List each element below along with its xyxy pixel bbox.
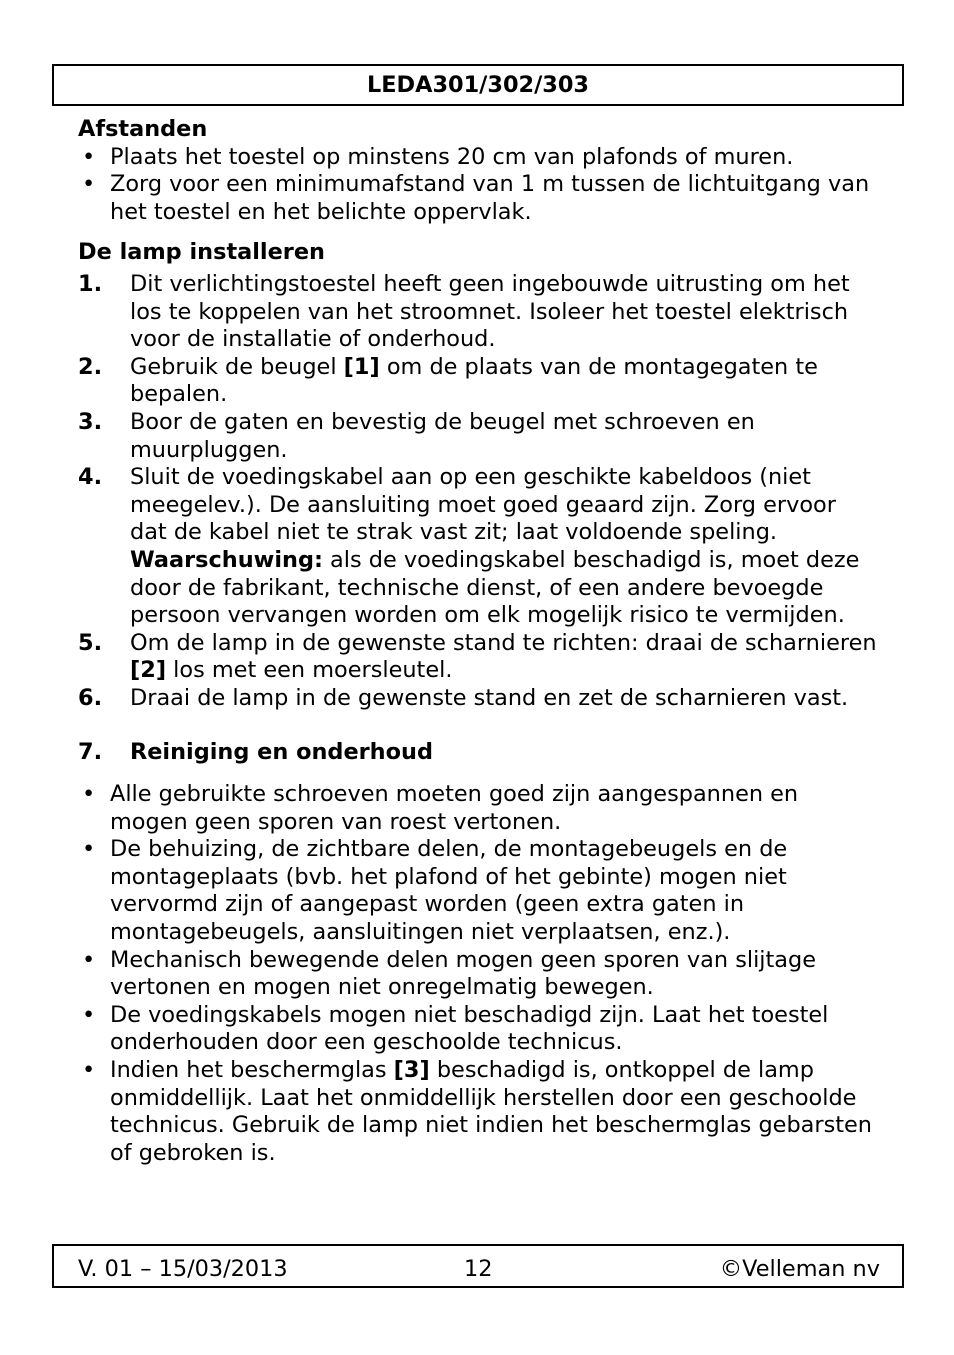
list-item bbox=[78, 836, 878, 946]
step-item bbox=[78, 630, 878, 685]
afstanden-list bbox=[78, 144, 878, 227]
version-date: V. 01 – 15/03/2013 bbox=[78, 1256, 288, 1282]
step-number: 2. bbox=[78, 353, 103, 380]
step-text: Gebruik de beugel bbox=[130, 353, 344, 380]
list-item bbox=[78, 781, 878, 836]
step-text: Dit verlichtingstoestel heeft geen ingebouwde uitrusting om het los te koppelen van het stroomnet. Isoleer het toestel elektrisch voor de installatie of onderhoud. bbox=[130, 270, 850, 353]
section-heading-onderhoud bbox=[78, 739, 878, 767]
page-footer bbox=[52, 1244, 904, 1288]
section-title-text: Reiniging en onderhoud bbox=[130, 739, 433, 766]
step-text: Boor de gaten en bevestig de beugel met schroeven en muurpluggen. bbox=[130, 408, 755, 463]
list-item-text: Alle gebruikte schroeven moeten goed zijn aangespannen en mogen geen sporen van roest vertonen. bbox=[110, 781, 799, 835]
bullet-icon: • bbox=[82, 143, 96, 170]
installatie-steps bbox=[78, 271, 878, 713]
reference-label: [3] bbox=[393, 1057, 430, 1083]
reference-label: [1] bbox=[343, 353, 380, 380]
step-number: 1. bbox=[78, 270, 103, 297]
bullet-icon: • bbox=[82, 1001, 96, 1028]
list-item-text: De voedingskabels mogen niet beschadigd zijn. Laat het toestel onderhouden door een geschoolde technicus. bbox=[110, 1001, 829, 1056]
warning-label: Waarschuwing: bbox=[130, 546, 323, 573]
step-item bbox=[78, 464, 878, 630]
bullet-icon: • bbox=[82, 171, 96, 198]
list-item bbox=[78, 947, 878, 1002]
bullet-icon: • bbox=[82, 946, 96, 973]
step-item bbox=[78, 271, 878, 354]
warning-text: als de voedingskabel beschadigd is, moet deze door de fabrikant, technische dienst, of een andere bevoegde persoon vervangen worden om elk mogelijk risico te vermijden. bbox=[130, 546, 860, 629]
section-number: 7. bbox=[78, 739, 103, 766]
bullet-icon: • bbox=[82, 836, 96, 863]
bullet-icon: • bbox=[82, 1057, 96, 1083]
step-text: om de plaats van de montagegaten te bepalen. bbox=[130, 353, 818, 408]
list-item bbox=[78, 144, 878, 172]
step-number: 4. bbox=[78, 464, 103, 491]
list-item bbox=[78, 171, 878, 226]
reference-label: [2] bbox=[130, 657, 167, 684]
section-heading-installatie: De lamp installeren bbox=[78, 239, 325, 266]
list-item-text: Mechanisch bewegende delen mogen geen sporen van slijtage vertonen en mogen niet onregelmatig bewegen. bbox=[110, 946, 817, 1001]
section-heading-afstanden: Afstanden bbox=[78, 116, 208, 142]
step-text: Draai de lamp in de gewenste stand en zet de scharnieren vast. bbox=[130, 684, 849, 711]
list-item-text: Zorg voor een minimumafstand van 1 m tussen de lichtuitgang van het toestel en het belichte oppervlak. bbox=[110, 171, 870, 225]
copyright: ©Velleman nv bbox=[719, 1256, 880, 1282]
page-header bbox=[52, 64, 904, 106]
list-item-text: beschadigd is, ontkoppel de lamp onmiddellijk. Laat het onmiddellijk herstellen door een geschoolde technicus. Gebruik de lamp niet indien het beschermglas gebarsten of gebroken is. bbox=[110, 1057, 873, 1166]
step-number: 5. bbox=[78, 629, 103, 656]
page-content bbox=[78, 116, 878, 1167]
bullet-icon: • bbox=[82, 781, 96, 808]
list-item bbox=[78, 1057, 878, 1167]
step-item bbox=[78, 685, 878, 713]
step-number: 6. bbox=[78, 684, 103, 711]
step-text: Sluit de voedingskabel aan op een geschikte kabeldoos (niet meegelev.). De aansluiting moet goed geaard zijn. Zorg ervoor dat de kabel niet te strak vast zit; laat voldoende speling. bbox=[130, 464, 836, 546]
list-item-text: Indien het beschermglas bbox=[110, 1057, 394, 1083]
step-text: los met een moersleutel. bbox=[166, 657, 453, 684]
page-number: 12 bbox=[464, 1256, 493, 1282]
step-item bbox=[78, 354, 878, 409]
list-item-text: Plaats het toestel op minstens 20 cm van plafonds of muren. bbox=[110, 143, 794, 170]
model-title: LEDA301/302/303 bbox=[366, 72, 590, 98]
list-item-text: De behuizing, de zichtbare delen, de montagebeugels en de montageplaats (bvb. het plafond of het gebinte) mogen niet vervormd zijn of aangepast worden (geen extra gaten in montagebeugels, aansluitingen niet verplaatsen, enz.). bbox=[110, 836, 788, 946]
step-item bbox=[78, 409, 878, 464]
list-item bbox=[78, 1002, 878, 1057]
step-number: 3. bbox=[78, 408, 103, 435]
onderhoud-list bbox=[78, 781, 878, 1167]
step-text: Om de lamp in de gewenste stand te richten: draai de scharnieren bbox=[130, 629, 877, 656]
